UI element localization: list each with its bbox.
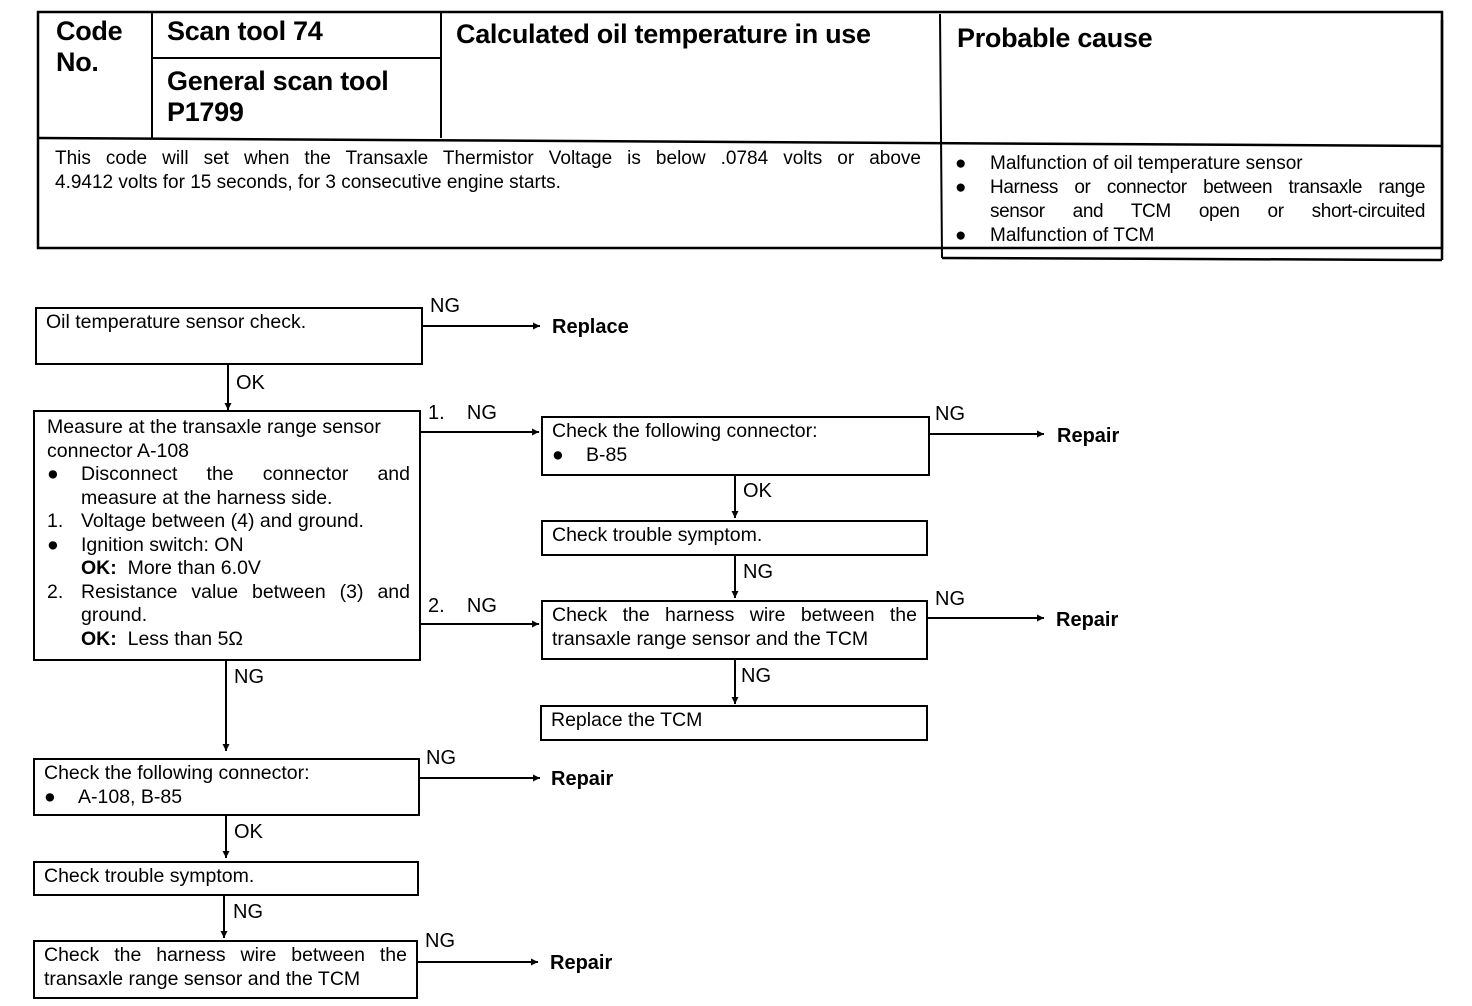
right-trouble-symptom-box: Check trouble symptom. [541, 520, 928, 556]
branch-2-label: 2. NG [428, 595, 497, 617]
bullet-icon: ● [552, 443, 564, 466]
dtc-description: This code will set when the Transaxle Thermistor Voltage is below .0784 volts or above 4.9412 volts for 15 seconds, for 3 consecutive engine starts. [55, 148, 921, 193]
ng-label: NG [426, 747, 456, 769]
ng-label: NG [935, 403, 965, 425]
ng-label: NG [234, 666, 264, 688]
ok-label: OK [743, 480, 772, 502]
right-connector-check-box: Check the following connector: ● B-85 [541, 416, 930, 476]
cause-item: ● Harness or connector between transaxle range sensor and TCM open or short-circuited [955, 177, 1425, 222]
code-no-label: Code No. [56, 16, 123, 77]
bullet-icon: ● [47, 463, 59, 485]
cause-item: ● Malfunction of TCM [955, 225, 1155, 246]
ng-label: NG [741, 665, 771, 687]
bullet-icon: ● [955, 225, 967, 246]
oil-temp-sensor-check-box: Oil temperature sensor check. [35, 307, 423, 365]
left-connector-check-box: Check the following connector: ● A-108, B-85 [33, 758, 420, 816]
repair-action: Repair [1056, 609, 1119, 631]
left-harness-check-box: Check the harness wire between the transaxle range sensor and the TCM [33, 940, 418, 999]
repair-action: Repair [551, 768, 614, 790]
bullet-icon: ● [44, 785, 56, 808]
ng-label: NG [430, 295, 460, 317]
general-scan-tool-label: General scan tool P1799 [167, 66, 389, 127]
replace-action: Replace [552, 316, 629, 338]
measure-box: Measure at the transaxle range sensor connector A-108 ● Disconnect the connector and measure at the harness side. 1. Voltage between (4) and ground. ● Ignition switch: ON OK: More than 6.0V 2. Resistance value between (3) and ground. OK: Less than 5Ω [33, 410, 421, 661]
ng-label: NG [425, 930, 455, 952]
scan-tool-label: Scan tool 74 [167, 16, 323, 46]
bullet-icon: ● [955, 153, 967, 174]
ng-label: NG [935, 588, 965, 610]
ng-label: NG [743, 561, 773, 583]
ok-label: OK [234, 821, 263, 843]
probable-cause-label: Probable cause [957, 23, 1153, 53]
repair-action: Repair [550, 952, 613, 974]
ok-label: OK [236, 372, 265, 394]
repair-action: Repair [1057, 425, 1120, 447]
bullet-icon: ● [955, 177, 967, 198]
cause-item: ● Malfunction of oil temperature sensor [955, 153, 1303, 174]
bullet-icon: ● [47, 533, 59, 556]
left-trouble-symptom-box: Check trouble symptom. [33, 861, 419, 896]
replace-tcm-box: Replace the TCM [540, 705, 928, 741]
branch-1-label: 1. NG [428, 402, 497, 424]
right-harness-check-box: Check the harness wire between the transaxle range sensor and the TCM [541, 600, 928, 660]
calc-oil-temp-label: Calculated oil temperature in use [456, 19, 871, 49]
ng-label: NG [233, 901, 263, 923]
